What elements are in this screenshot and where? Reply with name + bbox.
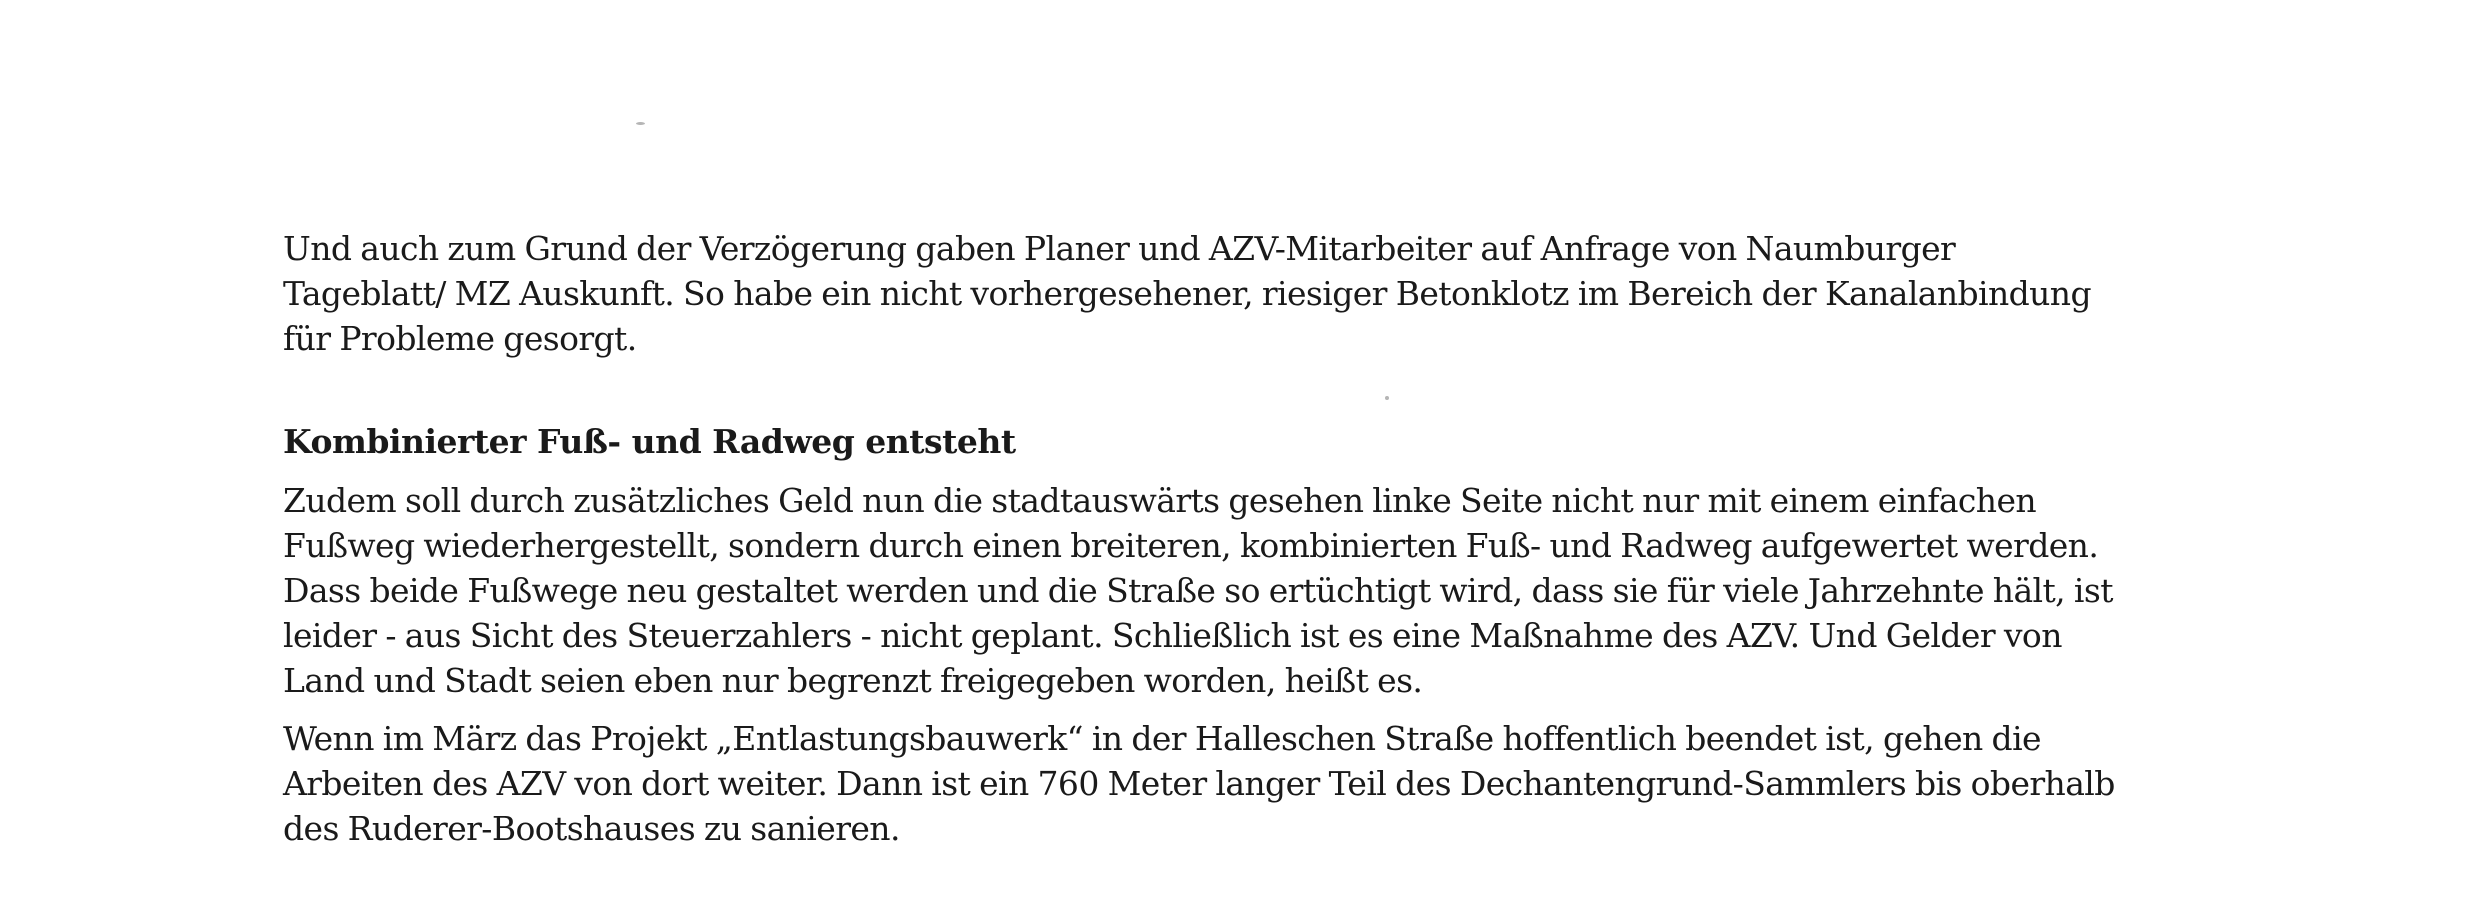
scan-speck — [636, 122, 645, 125]
text-line: Tageblatt/ MZ Auskunft. So habe ein nicht vorhergesehener, riesiger Betonklotz im Bereich der Kanalanbindung — [283, 274, 2091, 313]
text-line: Zudem soll durch zusätzliches Geld nun die stadtauswärts gesehen linke Seite nicht nur mit einem einfachen — [283, 481, 2037, 520]
paragraph-footpath — [283, 478, 2363, 703]
section-heading: Kombinierter Fuß- und Radweg entsteht — [283, 422, 1016, 461]
text-line: Dass beide Fußwege neu gestaltet werden und die Straße so ertüchtigt wird, dass sie für viele Jahrzehnte hält, ist — [283, 571, 2113, 610]
text-line: leider - aus Sicht des Steuerzahlers - nicht geplant. Schließlich ist es eine Maßnahme des AZV. Und Gelder von — [283, 616, 2062, 655]
paragraph-delay-reason — [283, 226, 2363, 361]
article-body — [283, 226, 2363, 851]
text-line: Land und Stadt seien eben nur begrenzt freigegeben worden, heißt es. — [283, 661, 1423, 700]
text-line: für Probleme gesorgt. — [283, 319, 637, 358]
text-line: Arbeiten des AZV von dort weiter. Dann ist ein 760 Meter langer Teil des Dechantengrund-Sammlers bis oberhalb — [283, 764, 2115, 803]
text-line: Fußweg wiederhergestellt, sondern durch einen breiteren, kombinierten Fuß- und Radweg aufgewertet werden. — [283, 526, 2099, 565]
text-line: Und auch zum Grund der Verzögerung gaben Planer und AZV-Mitarbeiter auf Anfrage von Naumburger — [283, 229, 1956, 268]
text-line: des Ruderer-Bootshauses zu sanieren. — [283, 809, 900, 848]
text-line: Wenn im März das Projekt „Entlastungsbauwerk“ in der Halleschen Straße hoffentlich beendet ist, gehen die — [283, 719, 2041, 758]
paragraph-next-works — [283, 716, 2363, 851]
